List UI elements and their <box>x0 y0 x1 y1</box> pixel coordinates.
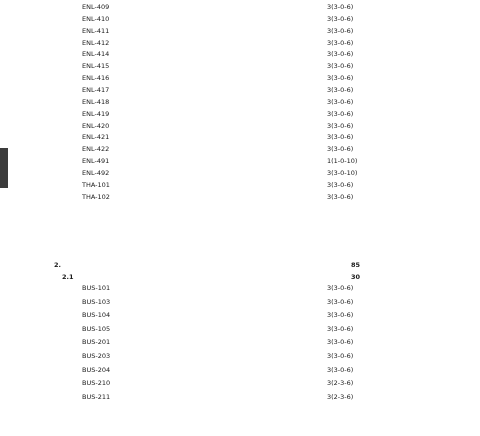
course-row <box>0 97 480 108</box>
course-row <box>0 324 480 335</box>
course-code: ENL-419 <box>82 109 110 118</box>
course-credit: 1(1-0-10) <box>327 157 358 166</box>
course-row <box>0 49 480 60</box>
course-credit: 3(3-0-6) <box>327 324 354 333</box>
course-credit: 3(3-0-6) <box>327 284 354 292</box>
course-credit: 3(3-0-6) <box>327 180 354 189</box>
course-row <box>0 132 480 143</box>
course-code: ENL-409 <box>82 3 110 11</box>
course-credit: 3(3-0-10) <box>327 168 358 177</box>
course-credit: 3(3-0-6) <box>327 297 354 306</box>
course-credit: 3(3-0-6) <box>327 74 354 83</box>
course-credit: 3(3-0-6) <box>327 338 354 347</box>
course-code: ENL-492 <box>82 168 110 177</box>
course-row <box>0 61 480 72</box>
course-row <box>0 156 480 167</box>
course-code: ENL-418 <box>82 97 110 106</box>
course-code: ENL-491 <box>82 157 110 166</box>
course-row <box>0 180 480 191</box>
section-2-heading <box>0 259 480 271</box>
course-row <box>0 168 480 179</box>
course-row <box>0 85 480 96</box>
course-row <box>0 14 480 25</box>
course-row <box>0 392 480 403</box>
course-code: BUS-210 <box>82 379 111 388</box>
course-credit: 3(3-0-6) <box>327 62 354 71</box>
course-code: ENL-410 <box>82 14 110 23</box>
subsection-number: 2.1 <box>62 273 74 281</box>
course-row <box>0 73 480 84</box>
course-code: BUS-204 <box>82 365 111 374</box>
course-credit: 3(3-0-6) <box>327 109 354 118</box>
course-code: ENL-412 <box>82 38 110 47</box>
course-code: BUS-104 <box>82 311 111 320</box>
course-row <box>0 310 480 321</box>
course-credit: 3(3-0-6) <box>327 14 354 23</box>
course-code: ENL-417 <box>82 85 110 94</box>
course-row <box>0 144 480 155</box>
course-credit: 3(3-0-6) <box>327 97 354 106</box>
course-code: THA-102 <box>82 192 110 201</box>
course-credit: 3(3-0-6) <box>327 365 354 374</box>
course-row <box>0 2 480 13</box>
course-credit: 3(3-0-6) <box>327 85 354 94</box>
section-number: 2. <box>54 261 61 269</box>
course-code: BUS-103 <box>82 297 111 306</box>
course-credit: 3(3-0-6) <box>327 26 354 35</box>
course-row <box>0 38 480 49</box>
course-row <box>0 378 480 389</box>
course-code: ENL-416 <box>82 74 110 83</box>
course-credit: 3(2-3-6) <box>327 379 354 388</box>
section-2-1-heading <box>0 271 480 283</box>
course-code: ENL-411 <box>82 26 110 35</box>
course-code: BUS-211 <box>82 392 111 401</box>
course-row <box>0 365 480 376</box>
course-credit: 3(3-0-6) <box>327 352 354 360</box>
course-row <box>0 109 480 120</box>
course-credit: 3(3-0-6) <box>327 38 354 47</box>
course-code: ENL-415 <box>82 62 110 71</box>
course-credit: 3(3-0-6) <box>327 145 354 154</box>
course-code: ENL-421 <box>82 133 110 142</box>
course-credit: 3(2-3-6) <box>327 392 354 401</box>
course-row <box>0 26 480 37</box>
course-code: ENL-414 <box>82 50 110 59</box>
course-code: ENL-422 <box>82 145 110 154</box>
subsection-credit-value: 30 <box>350 273 360 281</box>
course-code: BUS-201 <box>82 338 111 347</box>
course-credit: 3(3-0-6) <box>327 311 354 320</box>
course-code: BUS-105 <box>82 324 111 333</box>
course-row <box>0 297 480 308</box>
course-credit: 3(3-0-6) <box>327 121 354 130</box>
section-credit-value: 85 <box>350 261 360 269</box>
course-row <box>0 192 480 203</box>
course-credit: 3(3-0-6) <box>327 192 354 201</box>
course-row <box>0 337 480 348</box>
course-row <box>0 351 480 362</box>
course-row <box>0 121 480 132</box>
course-row <box>0 283 480 294</box>
course-code: THA-101 <box>82 180 110 189</box>
course-code: BUS-101 <box>82 284 111 292</box>
course-code: BUS-203 <box>82 352 111 360</box>
course-credit: 3(3-0-6) <box>327 3 354 11</box>
course-code: ENL-420 <box>82 121 110 130</box>
course-credit: 3(3-0-6) <box>327 50 354 59</box>
course-credit: 3(3-0-6) <box>327 133 354 142</box>
